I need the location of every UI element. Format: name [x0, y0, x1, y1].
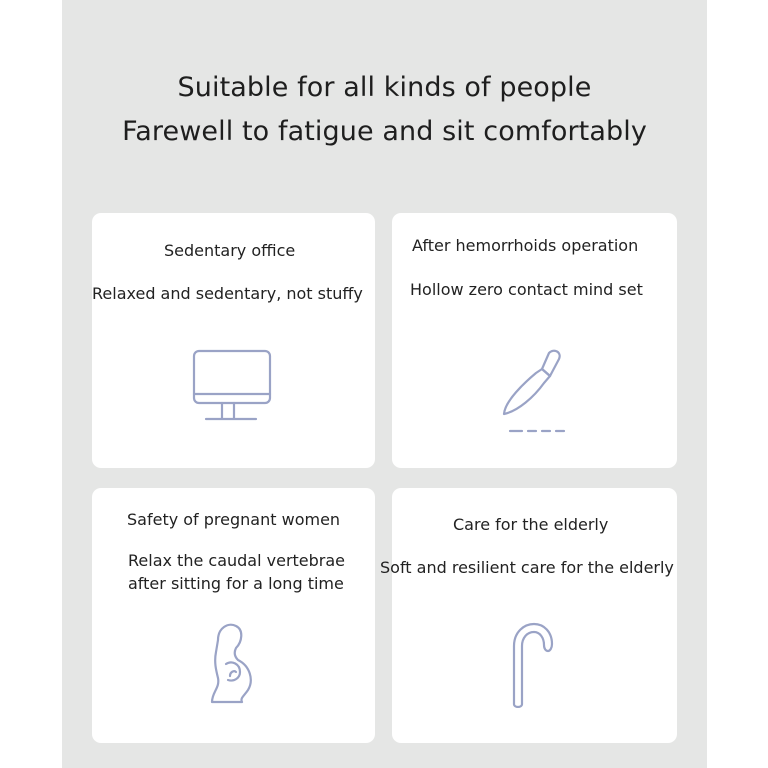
walking-cane-icon — [502, 618, 562, 708]
heading-line-1: Suitable for all kinds of people — [177, 72, 592, 103]
card-subtitle: Hollow zero contact mind set — [410, 280, 643, 299]
scalpel-icon — [496, 345, 576, 437]
card-title: Care for the elderly — [453, 515, 609, 534]
card-subtitle: Soft and resilient care for the elderly — [380, 558, 674, 577]
monitor-icon — [190, 347, 274, 427]
page-heading — [62, 66, 707, 154]
card-title: Sedentary office — [164, 241, 296, 260]
card-title: After hemorrhoids operation — [412, 236, 639, 255]
card-subtitle-line-1: Relax the caudal vertebrae — [128, 551, 346, 570]
card-elderly-care — [380, 488, 677, 743]
card-hemorrhoids-operation — [392, 213, 677, 468]
card-subtitle-line-2: after sitting for a long time — [128, 574, 344, 593]
card-sedentary-office — [92, 213, 375, 468]
content-panel — [62, 0, 707, 768]
heading-line-2: Farewell to fatigue and sit comfortably — [122, 116, 647, 147]
card-title: Safety of pregnant women — [127, 510, 341, 529]
card-pregnant-women — [92, 488, 375, 743]
card-subtitle: Relaxed and sedentary, not stuffy — [92, 284, 363, 303]
pregnant-woman-icon — [204, 618, 264, 708]
